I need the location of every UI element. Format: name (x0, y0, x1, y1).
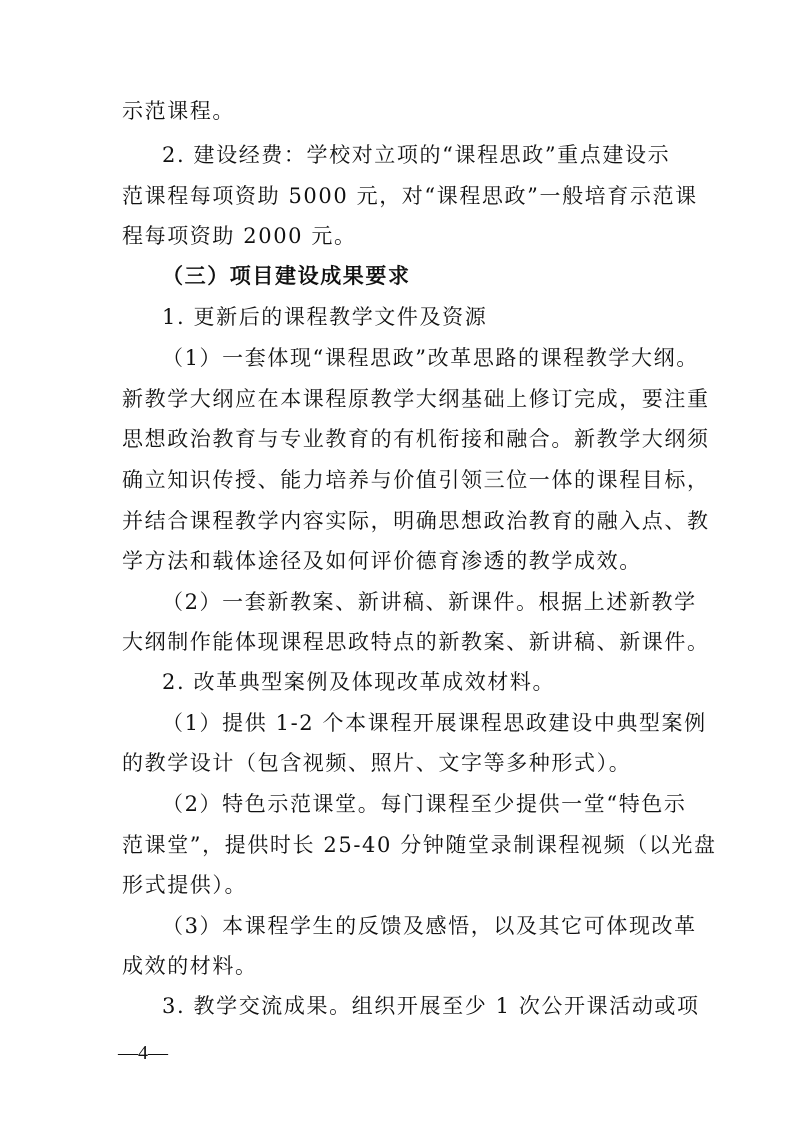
text-line: 并结合课程教学内容实际，明确思想政治教育的融入点、教 (122, 509, 710, 533)
text-line: 思想政治教育与专业教育的有机衔接和融合。新教学大纲须 (122, 427, 710, 451)
text-line: 3. 教学交流成果。组织开展至少 1 次公开课活动或项 (162, 994, 700, 1018)
text-line: （1）提供 1-2 个本课程开展课程思政建设中典型案例 (162, 711, 707, 735)
text-line: 大纲制作能体现课程思政特点的新教案、新讲稿、新课件。 (122, 630, 710, 654)
text-line: （2）特色示范课堂。每门课程至少提供一堂“特色示 (162, 792, 687, 816)
text-line: 1. 更新后的课程教学文件及资源 (162, 305, 488, 329)
text-line: （1）一套体现“课程思政”改革思路的课程教学大纲。 (162, 346, 699, 370)
text-line: 新教学大纲应在本课程原教学大纲基础上修订完成，要注重 (122, 387, 710, 411)
text-line: 学方法和载体途径及如何评价德育渗透的教学成效。 (122, 549, 642, 573)
section-heading: （三）项目建设成果要求 (162, 264, 411, 288)
text-line: 形式提供）。 (122, 873, 248, 897)
text-line: 2. 建设经费：学校对立项的“课程思政”重点建设示 (162, 143, 671, 167)
text-line: 示范课程。 (122, 99, 235, 123)
text-line: 范课程每项资助 5000 元，对“课程思政”一般培育示范课 (122, 184, 698, 208)
text-line: （2）一套新教案、新讲稿、新课件。根据上述新教学 (162, 590, 697, 614)
text-line: 2. 改革典型案例及体现改革成效材料。 (162, 670, 556, 694)
text-line: 成效的材料。 (122, 954, 258, 978)
text-line: 程每项资助 2000 元。 (122, 224, 357, 248)
text-line: 范课堂”，提供时长 25-40 分钟随堂录制课程视频（以光盘 (122, 833, 717, 857)
text-line: 确立知识传授、能力培养与价值引领三位一体的课程目标， (122, 468, 710, 492)
text-line: 的教学设计（包含视频、照片、文字等多种形式）。 (122, 751, 632, 775)
text-line: （3）本课程学生的反馈及感悟，以及其它可体现改革 (162, 914, 697, 938)
page-number: —4— (118, 1042, 168, 1064)
